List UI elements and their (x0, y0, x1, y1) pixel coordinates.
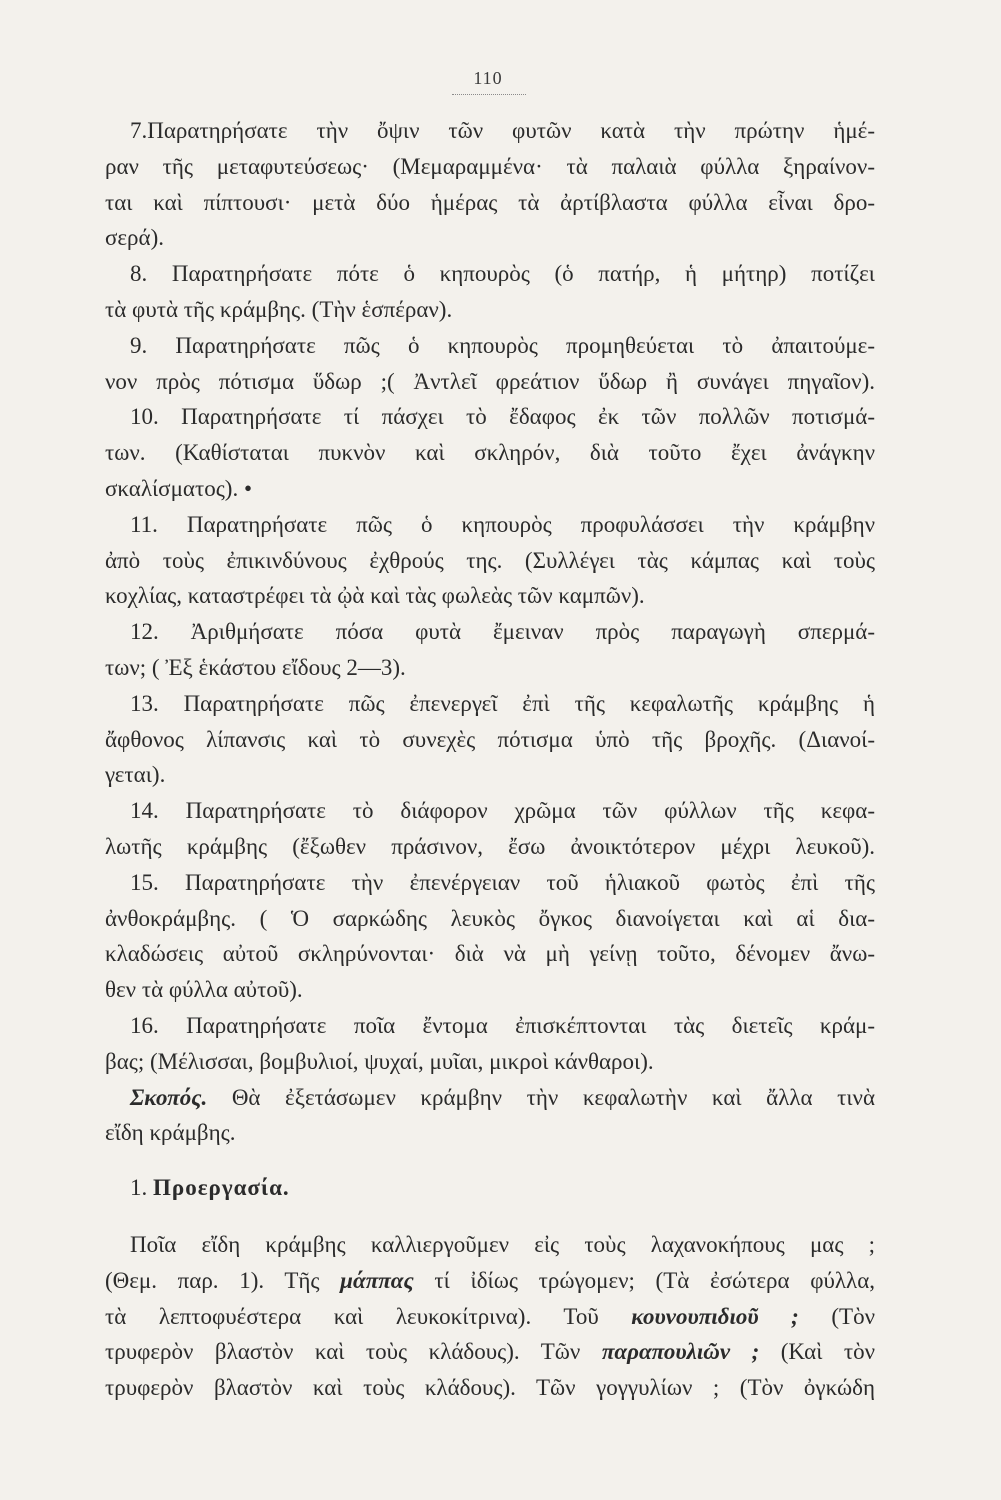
line-text: τὰ φυτὰ τῆς κράμβης. (Τὴν ἑσπέραν). (105, 296, 453, 322)
line-text: 10. Παρατηρήσατε τί πάσχει τὸ ἔδαφος ἐκ τῶν πολλῶν ποτισμά- (130, 404, 875, 430)
page-body (105, 113, 875, 1406)
line-text: κοχλίας, καταστρέφει τὰ ᾠὰ καὶ τὰς φωλεὰς τῶν καμπῶν). (105, 583, 645, 609)
text-line (105, 865, 875, 901)
text-line (105, 399, 875, 435)
line-text: 9. Παρατηρήσατε πῶς ὁ κηπουρὸς προμηθεύεται τὸ ἀπαιτούμε- (130, 332, 875, 358)
line-text: των; ( Ἐξ ἑκάστου εἴδους 2—3). (105, 654, 406, 680)
text-line (105, 1263, 875, 1299)
line-text: Θὰ ἐξετάσωμεν κράμβην τὴν κεφαλωτὴν καὶ ἄλλα τινὰ (207, 1084, 875, 1110)
emphasized-term: κουνουπιδιοῦ ; (631, 1303, 799, 1329)
section-number: 1. (130, 1175, 153, 1201)
text-line (105, 578, 875, 614)
line-text: νον πρὸς πότισμα ὕδωρ ;( Ἀντλεῖ φρεάτιον ὕδωρ ἢ συνάγει πηγαῖον). (105, 368, 875, 394)
text-line (105, 1370, 875, 1406)
line-text: 7.Παρατηρήσατε τὴν ὄψιν τῶν φυτῶν κατὰ τὴν πρώτην ἡμέ- (130, 118, 875, 143)
line-text: γεται). (105, 762, 166, 788)
page-number: 110 (473, 68, 503, 88)
text-line (105, 757, 875, 793)
text-line (105, 972, 875, 1008)
line-text: τρυφερὸν βλαστὸν καὶ τοὺς κλάδους). Τῶν (105, 1339, 602, 1365)
text-line (105, 292, 875, 328)
line-text: ἄφθονος λίπανσις καὶ τὸ συνεχὲς πότισμα ὑπὸ τῆς βροχῆς. (Διανοί- (105, 726, 875, 752)
text-line (105, 936, 875, 972)
line-text: ται καὶ πίπτουσι· μετὰ δύο ἡμέρας τὰ ἀρτίβλαστα φύλλα εἶναι δρο- (105, 189, 875, 215)
text-line (105, 901, 875, 937)
line-text: ἀνθοκράμβης. ( Ὁ σαρκώδης λευκὸς ὄγκος διανοίγεται καὶ αἱ δια- (105, 905, 875, 931)
text-line (105, 113, 875, 149)
line-text: 11. Παρατηρήσατε πῶς ὁ κηπουρὸς προφυλάσσει τὴν κράμβην (130, 511, 875, 537)
line-text: 12. Ἀριθμήσατε πόσα φυτὰ ἔμειναν πρὸς παραγωγὴ σπερμά- (130, 619, 875, 645)
line-text: Ποῖα εἴδη κράμβης καλλιεργοῦμεν εἰς τοὺς λαχανοκήπους μας ; (130, 1231, 875, 1257)
line-text: ἀπὸ τοὺς ἐπικινδύνους ἐχθρούς της. (Συλλέγει τὰς κάμπας καὶ τοὺς (105, 547, 875, 573)
line-text: 16. Παρατηρήσατε ποῖα ἔντομα ἐπισκέπτονται τὰς διετεῖς κράμ- (130, 1012, 875, 1038)
text-line (105, 149, 875, 185)
text-line (105, 829, 875, 865)
line-text: θεν τὰ φύλλα αὐτοῦ). (105, 977, 303, 1003)
text-line (105, 1299, 875, 1335)
text-line (105, 1227, 875, 1263)
text-line (105, 1115, 875, 1151)
line-text: τί ἰδίως τρώγομεν; (Τὰ ἐσώτερα φύλλα, (413, 1267, 875, 1293)
text-line (105, 471, 875, 507)
section-heading (105, 1170, 875, 1206)
text-line (105, 364, 875, 400)
line-text: λωτῆς κράμβης (ἔξωθεν πράσινον, ἔσω ἀνοικτότερον μέχρι λευκοῦ). (105, 833, 875, 859)
line-text: (Θεμ. παρ. 1). Τῆς (105, 1267, 341, 1293)
text-line (105, 1044, 875, 1080)
text-line (105, 220, 875, 256)
line-text: των. (Καθίσταται πυκνὸν καὶ σκληρόν, διὰ τοῦτο ἔχει ἀνάγκην (105, 440, 875, 466)
text-line (105, 435, 875, 471)
line-text: εἴδη κράμβης. (105, 1120, 236, 1146)
line-text: σερά). (105, 225, 164, 251)
aim-label: Σκοπός. (130, 1084, 208, 1110)
aim-line (105, 1080, 875, 1116)
text-line (105, 722, 875, 758)
text-line (105, 793, 875, 829)
text-line (105, 1334, 875, 1370)
line-text: τὰ λεπτοφυέστερα καὶ λευκοκίτρινα). Τοῦ (105, 1303, 632, 1329)
text-line (105, 650, 875, 686)
emphasized-term: παραπουλιῶν ; (601, 1339, 760, 1365)
text-line (105, 543, 875, 579)
line-text: ραν τῆς μεταφυτεύσεως· (Μεμαραμμένα· τὰ παλαιὰ φύλλα ξηραίνον- (105, 153, 875, 179)
line-text: σκαλίσματος). • (105, 475, 253, 501)
line-text: 14. Παρατηρήσατε τὸ διάφορον χρῶμα τῶν φύλλων τῆς κεφα- (130, 798, 875, 824)
line-text: 13. Παρατηρήσατε πῶς ἐπενεργεῖ ἐπὶ τῆς κεφαλωτῆς κράμβης ἡ (130, 690, 875, 716)
line-text: τρυφερὸν βλαστὸν καὶ τοὺς κλάδους). Τῶν γογγυλίων ; (Τὸν ὀγκώδη (105, 1375, 875, 1401)
text-line (105, 614, 875, 650)
line-text: 15. Παρατηρήσατε τὴν ἐπενέργειαν τοῦ ἡλιακοῦ φωτὸς ἐπὶ τῆς (130, 869, 875, 895)
line-text: κλαδώσεις αὐτοῦ σκληρύνονται· διὰ νὰ μὴ γείνῃ τοῦτο, δένομεν ἄνω- (105, 941, 875, 967)
line-text: βας; (Μέλισσαι, βομβυλιοί, ψυχαί, μυῖαι, μικροὶ κάνθαροι). (105, 1048, 654, 1074)
emphasized-term: μάππας (340, 1267, 414, 1293)
text-line (105, 686, 875, 722)
line-text: (Καὶ τὸν (759, 1339, 875, 1365)
text-line (105, 507, 875, 543)
text-line (105, 328, 875, 364)
section-title: Προεργασία. (153, 1175, 290, 1201)
text-line (105, 256, 875, 292)
text-line (105, 1008, 875, 1044)
line-text: (Τὸν (798, 1303, 875, 1329)
text-line (105, 185, 875, 221)
line-text: 8. Παρατηρήσατε πότε ὁ κηπουρὸς (ὁ πατήρ, ἡ μήτηρ) ποτίζει (130, 261, 875, 287)
page-number-rule (452, 94, 526, 95)
